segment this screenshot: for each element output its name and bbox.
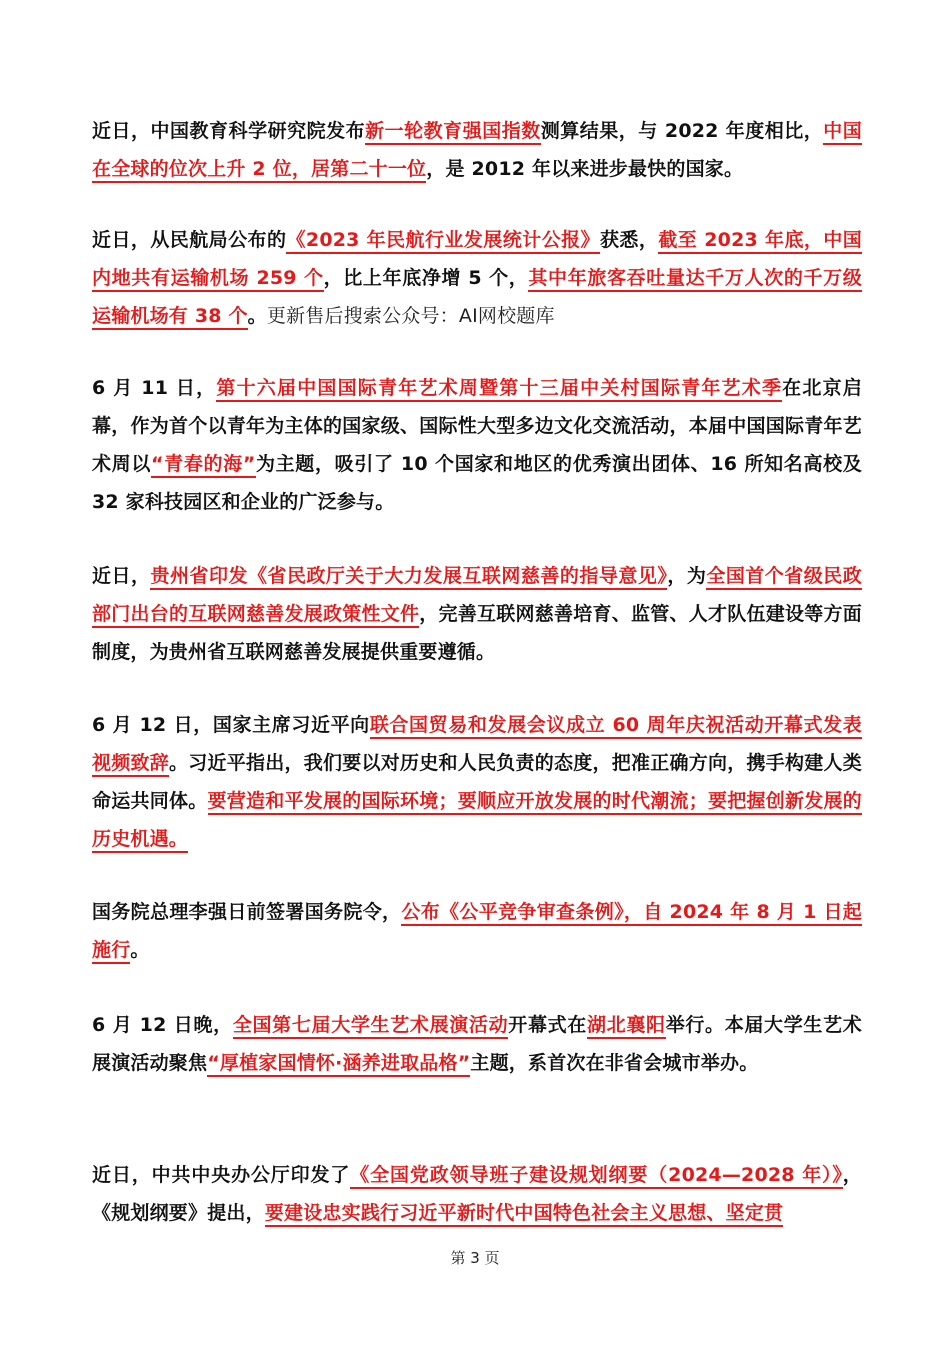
highlighted-text: 《全国党政领导班子建设规划纲要（2024—2028 年）》 [350,1164,843,1189]
body-text: 。 [247,305,267,327]
highlighted-text: 全国首个省级民政部门出台的互联网慈善发展政策性文件 [92,565,862,628]
highlighted-text: 公布《公平竞争审查条例》，自 2024 年 8 月 1 日起施行 [92,901,862,964]
highlighted-text: 联合国贸易和发展会议成立 60 周年庆祝活动开幕式发表视频致辞 [92,714,862,777]
body-text: 近日，中共中央办公厅印发了 [92,1164,351,1186]
body-text: 6 月 11 日， [92,377,217,399]
paragraph-youth-art-week [92,369,862,521]
highlighted-text: 截至 2023 年底，中国内地共有运输机场 259 个 [92,229,862,292]
highlighted-text: 贵州省印发《省民政厅关于大力发展互联网慈善的指导意见》 [150,565,667,590]
highlighted-text: “青春的海” [151,453,256,478]
paragraph-fair-competition [92,893,862,969]
body-text: 6 月 12 日晚， [92,1014,233,1036]
highlighted-text: 第十六届中国国际青年艺术周暨第十三届中关村国际青年艺术季 [216,377,782,402]
paragraph-unctad-speech [92,706,862,858]
body-text: ，是 2012 年以来进步最快的国家。 [426,158,744,180]
body-text: 6 月 12 日，国家主席习近平向 [92,714,370,736]
body-text: 测算结果，与 2022 年度相比， [540,120,824,142]
body-text: 获悉， [599,229,659,251]
paragraph-guizhou-charity [92,557,862,671]
body-text: 国务院总理李强日前签署国务院令， [92,901,402,923]
body-text: 近日，中国教育科学研究院发布 [92,120,366,142]
paragraph-civil-aviation [92,221,862,335]
highlighted-text: 全国第七届大学生艺术展演活动 [233,1014,508,1039]
paragraph-education-index [92,112,862,188]
highlighted-text: 《2023 年民航行业发展统计公报》 [286,229,600,254]
paragraph-leadership-plan [92,1156,862,1232]
body-text: 为主题，吸引了 10 个国家和地区的优秀演出团体、16 所知名高校及 32 家科技园区和企业的广泛参与。 [92,453,862,513]
highlighted-text: 要营造和平发展的国际环境；要顺应开放发展的时代潮流；要把握创新发展的历史机遇。 [92,790,862,853]
body-text: 开幕式在 [508,1014,587,1036]
body-text: 。 [130,939,150,961]
highlighted-text: 新一轮教育强国指数 [365,120,541,145]
body-text: ，为 [667,565,707,587]
body-text: ，《规划纲要》提出， [92,1164,862,1224]
highlighted-text: 其中年旅客吞吐量达千万人次的千万级运输机场有 38 个 [92,267,862,330]
highlighted-text: 湖北襄阳 [587,1014,666,1039]
body-text: ，完善互联网慈善培育、监管、人才队伍建设等方面制度，为贵州省互联网慈善发展提供重要遵循。 [92,603,863,663]
highlighted-text: “厚植家国情怀·涵养进取品格” [207,1052,470,1077]
inserted-note-text: 更新售后搜索公众号：AI网校题库 [266,305,555,327]
body-text: 在北京启幕，作为首个以青年为主体的国家级、国际性大型多边文化交流活动，本届中国国际青年艺术周以 [92,377,862,475]
body-text: 。习近平指出，我们要以对历史和人民负责的态度，把准正确方向，携手构建人类命运共同体。 [92,752,862,812]
body-text: 近日， [92,565,151,587]
body-text: 主题，系首次在非省会城市举办。 [470,1052,759,1074]
body-text: 近日，从民航局公布的 [92,229,287,251]
paragraph-student-art-festival [92,1006,862,1082]
body-text: ，比上年底净增 5 个， [323,267,529,289]
body-text: 举行。本届大学生艺术展演活动聚焦 [92,1014,862,1074]
highlighted-text: 要建设忠实践行习近平新时代中国特色社会主义思想、坚定贯 [265,1202,783,1227]
highlighted-text: 中国在全球的位次上升 2 位，居第二十一位 [92,120,862,183]
page-number: 第 3 页 [450,1249,500,1267]
